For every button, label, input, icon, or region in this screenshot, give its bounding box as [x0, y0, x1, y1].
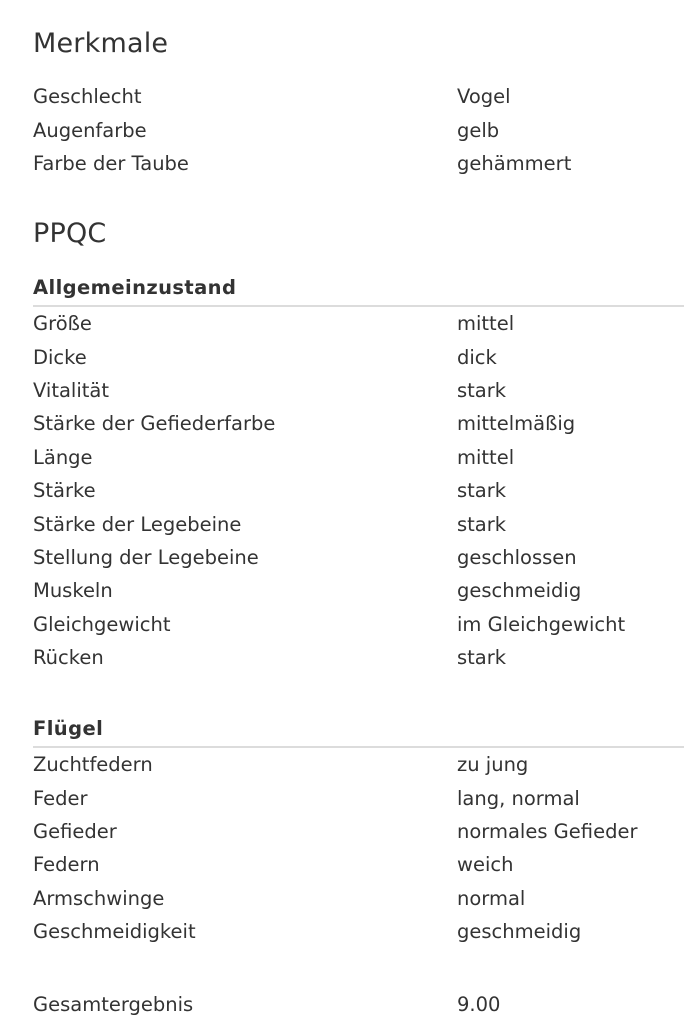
row-label: Geschlecht: [33, 85, 142, 109]
fluegel-row: [33, 915, 684, 948]
row-value: normales Gefieder: [457, 819, 638, 843]
row-label: Farbe der Taube: [33, 151, 189, 175]
total-row: [33, 988, 684, 1021]
fluegel-row: [33, 848, 684, 881]
row-label: Vitalität: [33, 378, 110, 402]
row-value: stark: [457, 646, 507, 670]
allgemein-row: [33, 407, 684, 440]
allgemein-row: [33, 507, 684, 540]
row-label: Gleichgewicht: [33, 612, 171, 636]
row-value: geschmeidig: [457, 920, 582, 944]
row-value: Vogel: [457, 85, 511, 109]
allgemein-row: [33, 441, 684, 474]
row-label: Stärke der Legebeine: [33, 512, 242, 536]
row-label: Federn: [33, 853, 100, 877]
row-label: Armschwinge: [33, 886, 165, 910]
row-value: gelb: [457, 118, 500, 142]
row-label: Länge: [33, 445, 93, 469]
merkmale-row: [33, 113, 684, 146]
row-value: dick: [457, 345, 497, 369]
row-value: geschmeidig: [457, 579, 582, 603]
total-label: Gesamtergebnis: [33, 993, 194, 1017]
row-value: mittel: [457, 445, 515, 469]
fluegel-row: [33, 748, 684, 781]
row-value: weich: [457, 853, 514, 877]
merkmale-table: [33, 80, 684, 180]
row-value: stark: [457, 378, 507, 402]
row-label: Zuchtfedern: [33, 753, 153, 777]
fluegel-heading: Flügel: [33, 715, 684, 748]
merkmale-row: [33, 80, 684, 113]
fluegel-section: [33, 715, 684, 948]
row-label: Größe: [33, 312, 92, 336]
row-value: mittelmäßig: [457, 412, 576, 436]
total-value: 9.00: [457, 993, 501, 1017]
allgemein-row: [33, 641, 684, 674]
row-value: geschlossen: [457, 545, 577, 569]
merkmale-title: Merkmale: [33, 28, 169, 59]
allgemein-row: [33, 340, 684, 373]
row-value: normal: [457, 886, 526, 910]
row-label: Augenfarbe: [33, 118, 147, 142]
allgemein-row: [33, 574, 684, 607]
row-value: im Gleichgewicht: [457, 612, 626, 636]
row-label: Stärke der Gefiederfarbe: [33, 412, 276, 436]
row-label: Gefieder: [33, 819, 117, 843]
allgemein-table: [33, 307, 684, 674]
row-label: Feder: [33, 786, 88, 810]
allgemein-section: [33, 274, 684, 674]
allgemein-row: [33, 474, 684, 507]
row-value: lang, normal: [457, 786, 580, 810]
row-label: Stärke: [33, 479, 96, 503]
row-label: Geschmeidigkeit: [33, 920, 196, 944]
allgemein-heading: Allgemeinzustand: [33, 274, 684, 307]
merkmale-row: [33, 147, 684, 180]
fluegel-row: [33, 882, 684, 915]
fluegel-row: [33, 781, 684, 814]
row-value: zu jung: [457, 753, 529, 777]
row-label: Dicke: [33, 345, 87, 369]
row-label: Muskeln: [33, 579, 113, 603]
row-label: Rücken: [33, 646, 104, 670]
fluegel-row: [33, 815, 684, 848]
allgemein-row: [33, 608, 684, 641]
row-value: stark: [457, 479, 507, 503]
row-value: stark: [457, 512, 507, 536]
row-value: mittel: [457, 312, 515, 336]
allgemein-row: [33, 541, 684, 574]
allgemein-row: [33, 307, 684, 340]
row-value: gehämmert: [457, 151, 572, 175]
ppqc-title: PPQC: [33, 218, 107, 249]
allgemein-row: [33, 374, 684, 407]
row-label: Stellung der Legebeine: [33, 545, 259, 569]
fluegel-table: [33, 748, 684, 948]
